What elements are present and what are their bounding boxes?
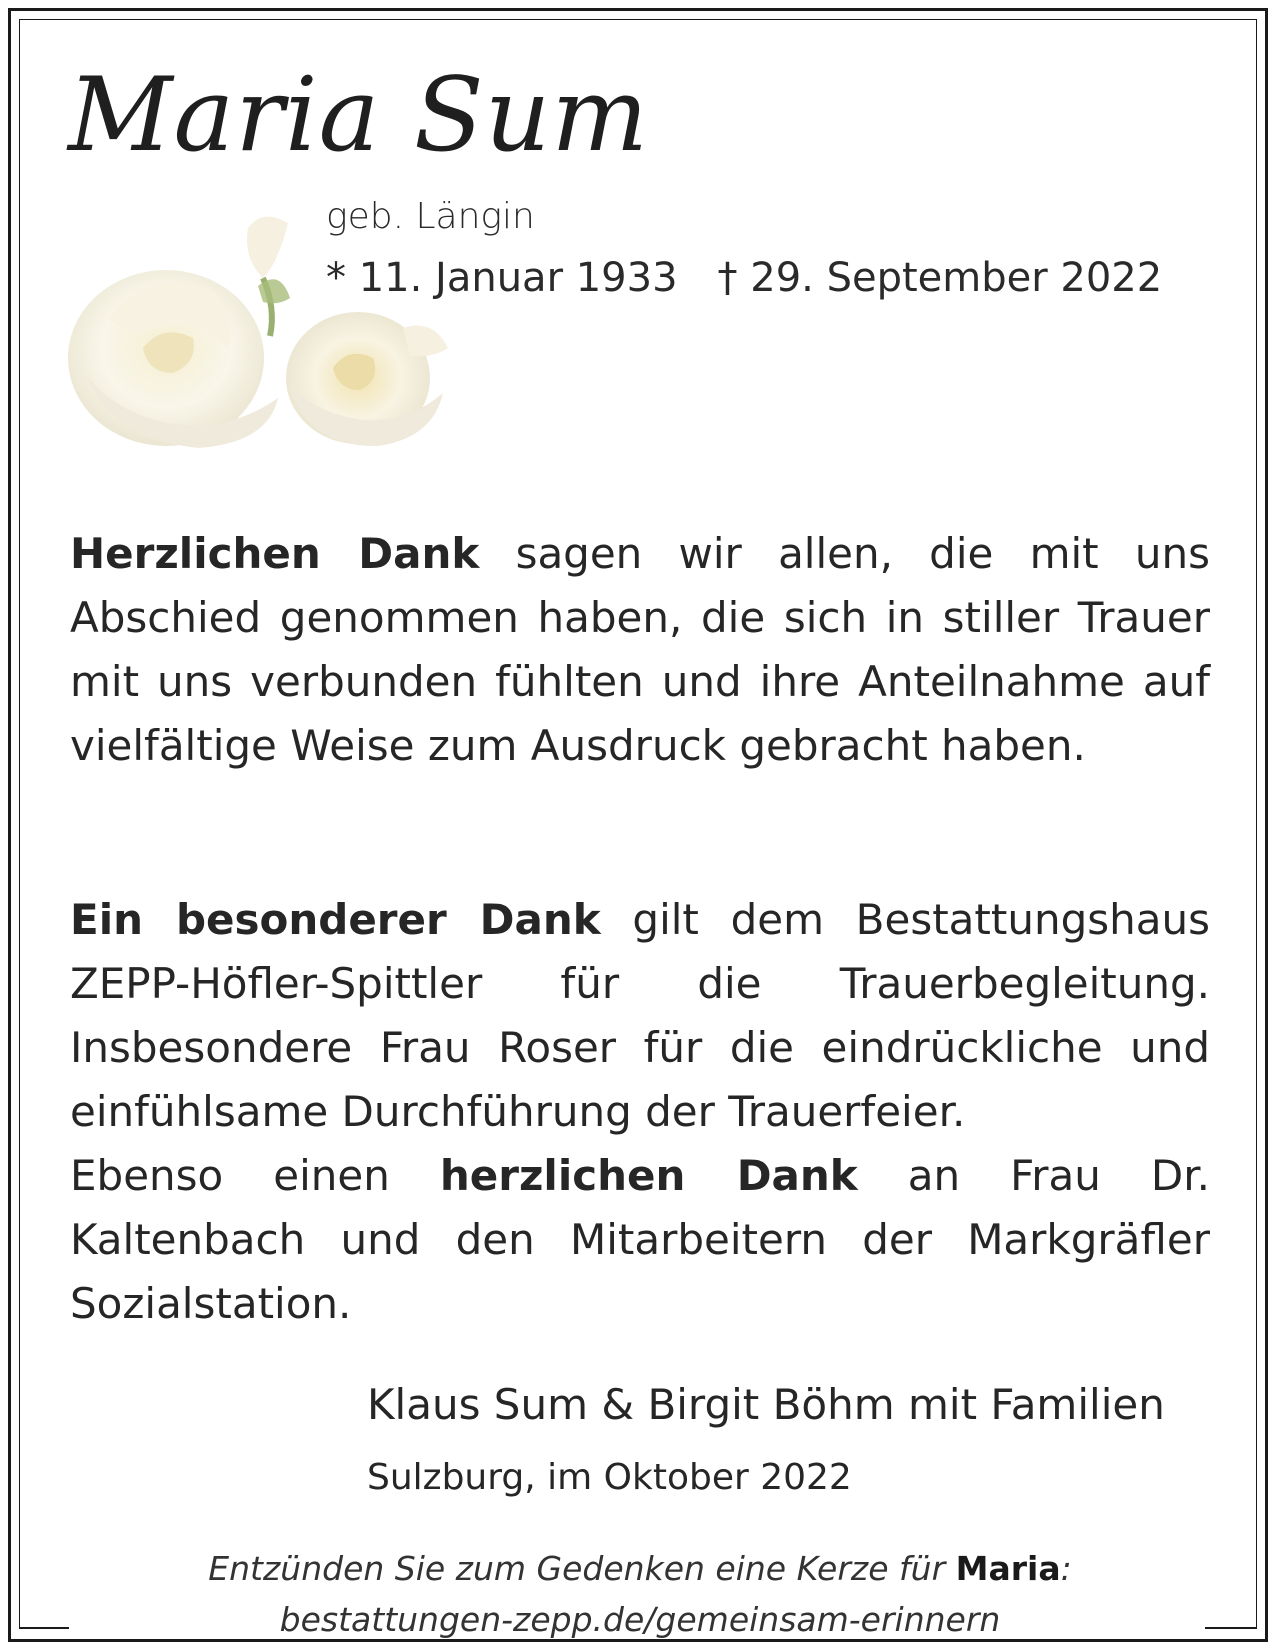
candle-colon: :: [1060, 1549, 1072, 1588]
candle-notice: [0, 1549, 1280, 1588]
signature: Klaus Sum & Birgit Böhm mit Familien: [367, 1380, 1165, 1429]
thanks-paragraph-2: [70, 888, 1210, 1336]
thanks-paragraph-1: [70, 522, 1210, 778]
thanks-lead-1: Herzlichen Dank: [70, 529, 480, 578]
thanks-lead-2: Ein besonderer Dank: [70, 895, 601, 944]
thanks-text-3-pre: Ebenso einen: [70, 1151, 440, 1200]
candle-name: Maria: [955, 1549, 1061, 1588]
white-roses-image: [48, 208, 468, 470]
thanks-text-3-post: an Frau Dr. Kaltenbach und den Mitarbeitern der Markgräfler Sozialstation.: [70, 1151, 1210, 1328]
death-date: † 29. September 2022: [717, 255, 1163, 301]
deceased-name: Maria Sum: [68, 56, 650, 175]
memorial-url[interactable]: bestattungen-zepp.de/gemeinsam-erinnern: [279, 1600, 1001, 1639]
birth-date: * 11. Januar 1933: [326, 255, 678, 301]
thanks-text-1: sagen wir allen, die mit uns Abschied genommen haben, die sich in stiller Trauer mit uns verbunden fühlten und ihre Anteilnahme auf vielfältige Weise zum Ausdruck gebracht haben.: [70, 529, 1210, 770]
thanks-text-2: gilt dem Bestattungshaus ZEPP-Höfler-Spittler für die Trauerbegleitung. Insbesondere Frau Roser für die eindrückliche und einfühlsame Durchführung der Trauerfeier.: [70, 895, 1210, 1136]
birth-name: geb. Längin: [326, 196, 535, 237]
place-date: Sulzburg, im Oktober 2022: [367, 1457, 852, 1498]
candle-text: Entzünden Sie zum Gedenken eine Kerze für: [208, 1549, 956, 1588]
thanks-text-3-bold: herzlichen Dank: [439, 1151, 858, 1200]
